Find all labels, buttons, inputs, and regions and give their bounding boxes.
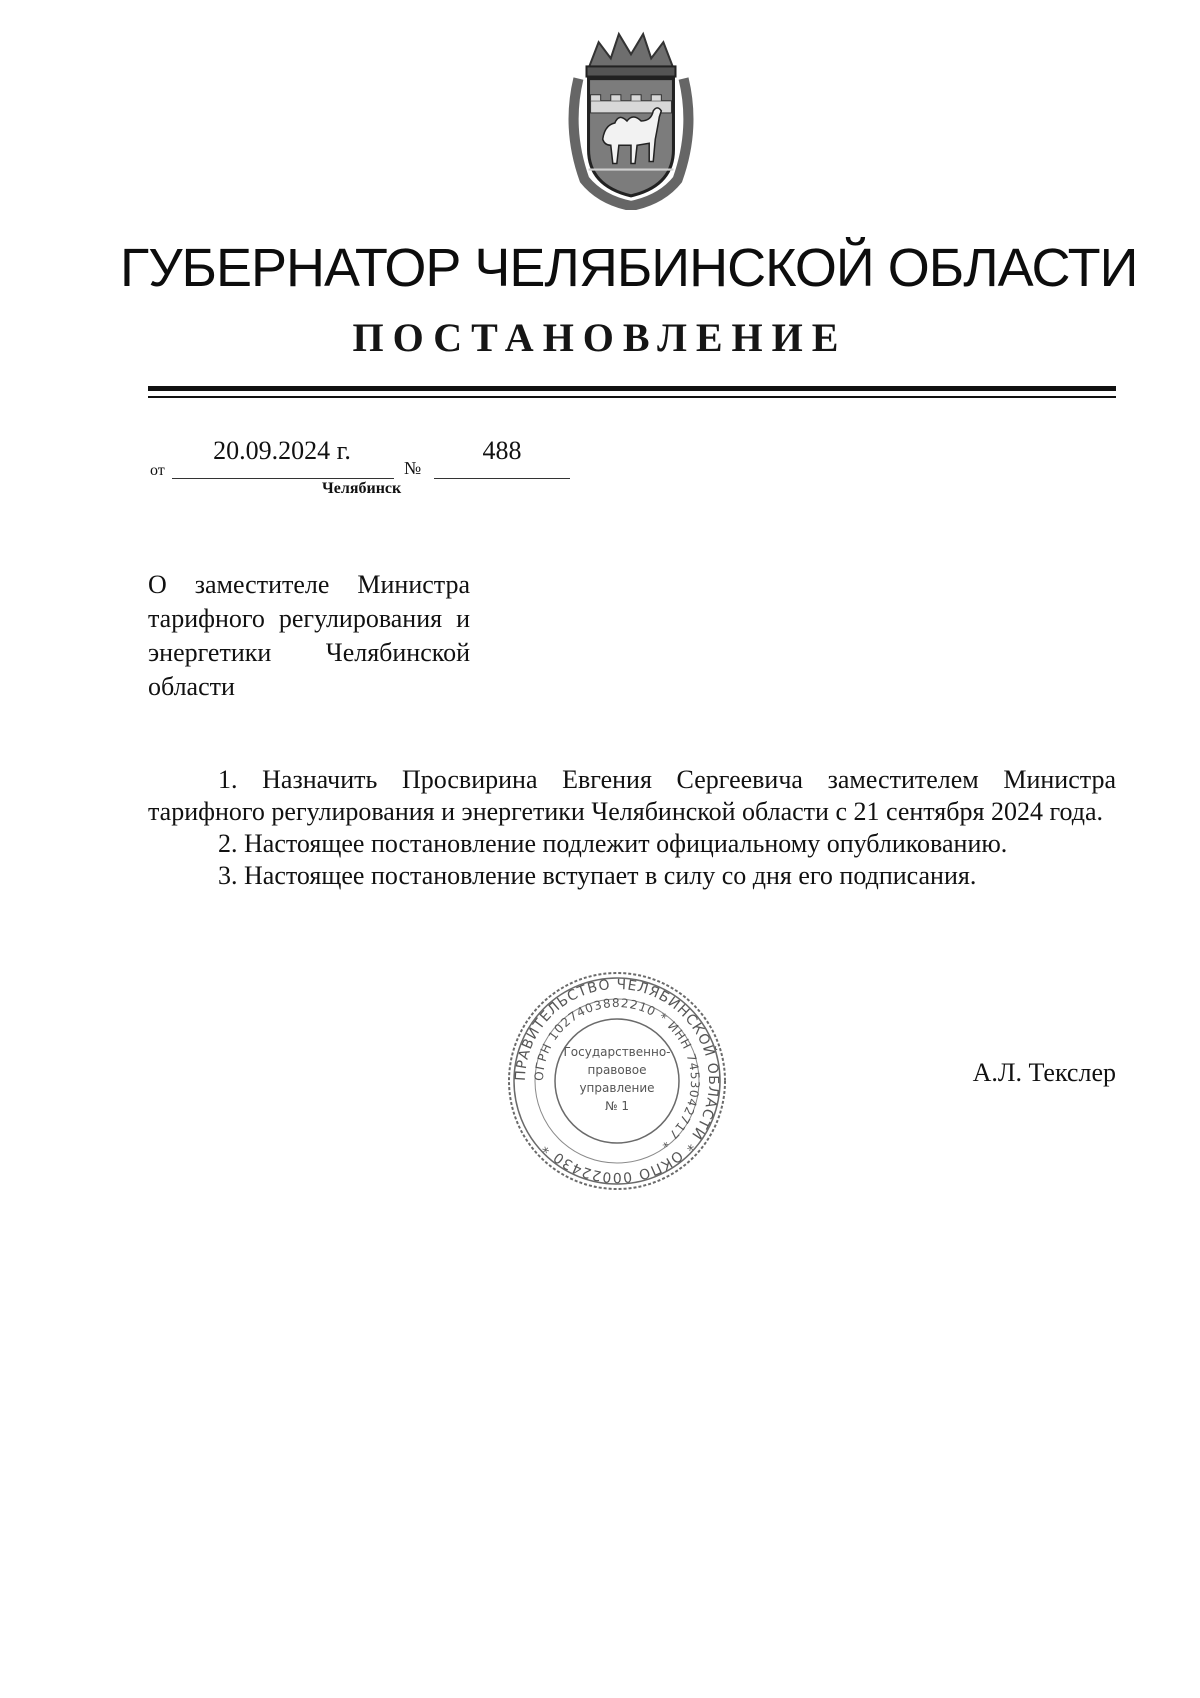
seal-center-line: управление [579,1081,655,1095]
number-label: № [404,458,422,478]
paragraph: 3. Настоящее постановление вступает в силу со дня его подписания. [218,861,977,890]
seal-center-line: правовое [587,1063,647,1077]
date-prefix: от [150,462,165,479]
paragraph: 2. Настоящее постановление подлежит официальному опубликованию. [218,829,1008,858]
date-underline [172,478,394,479]
document-date: 20.09.2024 г. [213,436,351,465]
seal-outer-text: ПРАВИТЕЛЬСТВО ЧЕЛЯБИНСКОЙ ОБЛАСТИ * ОКПО 00022430 * [512,976,722,1186]
seal-center-line: Государственно- [563,1045,671,1059]
document-type: ПОСТАНОВЛЕНИЕ [352,315,848,360]
header-rule-thin [148,396,1116,398]
document-body [148,764,1116,892]
document-subject: О заместителе Министра тарифного регулирования и энергетики Челябинской области [148,570,470,701]
signatory-name: А.Л. Текслер [972,1058,1116,1087]
issuing-authority: ГУБЕРНАТОР ЧЕЛЯБИНСКОЙ ОБЛАСТИ [120,238,1138,298]
document-number: 488 [482,436,522,465]
coat-of-arms-icon [560,28,702,210]
paragraph: 1. Назначить Просвирина Евгения Сергеевича заместителем Министра тарифного регулирования и энергетики Челябинской области с 21 сентября 2024 года. [148,765,1116,826]
number-underline [434,478,570,479]
seal-center-line: № 1 [605,1099,629,1113]
seal-middle-text: ОГРН 1027403882210 * ИНН 7453042717 * [531,995,703,1152]
official-seal-icon [504,968,730,1194]
header-rule-thick [148,386,1116,391]
issue-city: Челябинск [322,480,402,497]
